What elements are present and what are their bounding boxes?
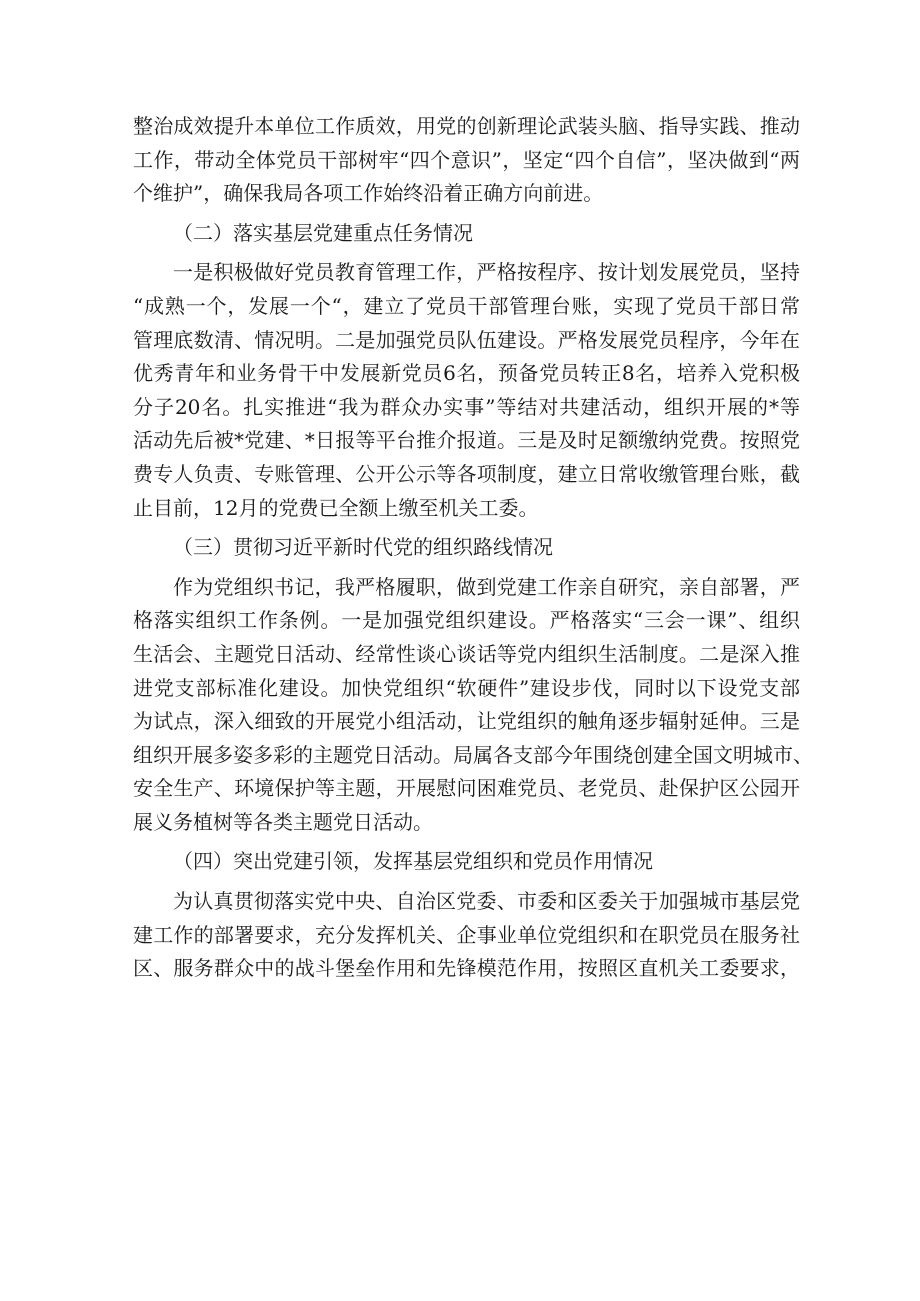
text-line: 为试点，深入细致的开展党小组活动，让党组织的触角逐步辐射延伸。三是 [133, 709, 800, 734]
text-line: 建工作的部署要求，充分发挥机关、企事业单位党组织和在职党员在服务社 [133, 922, 800, 947]
text-line: 活动先后被*党建、*日报等平台推介报道。三是及时足额缴纳党费。按照党 [133, 428, 800, 453]
text-line: 作为党组织书记，我严格履职，做到党建工作亲自研究，亲自部署，严 [173, 574, 800, 599]
text-line: 管理底数清、情况明。二是加强党员队伍建设。严格发展党员程序，今年在 [133, 327, 800, 352]
document-body [133, 110, 813, 986]
section-2-paragraph [133, 256, 800, 290]
section-3-paragraph-cont [133, 604, 813, 839]
section-4-paragraph-cont [133, 919, 800, 986]
section-heading-4: （四）突出党建引领，发挥基层党组织和党员作用情况 [173, 849, 653, 874]
text-line: 分子20名。扎实推进“我为群众办实事”等结对共建活动，组织开展的*等 [133, 394, 800, 419]
text-line: 生活会、主题党日活动、经常性谈心谈话等党内组织生活制度。二是深入推 [133, 641, 800, 666]
text-line: 个维护”，确保我局各项工作始终沿着正确方向前进。 [133, 181, 604, 206]
text-line: 优秀青年和业务骨干中发展新党员6名，预备党员转正8名，培养入党积极 [133, 361, 800, 386]
text-line: 一是积极做好党员教育管理工作，严格按程序、按计划发展党员，坚持 [173, 260, 800, 285]
text-line: 区、服务群众中的战斗堡垒作用和先锋模范作用，按照区直机关工委要求， [133, 956, 800, 981]
text-line: “成熟一个，发展一个“，建立了党员干部管理台账，实现了党员干部日常 [133, 293, 800, 318]
text-line: 整治成效提升本单位工作质效，用党的创新理论武装头脑、指导实践、推动 [133, 114, 800, 138]
text-line: 工作，带动全体党员干部树牢“四个意识”，坚定“四个自信”，坚决做到“两 [133, 147, 800, 172]
intro-paragraph [133, 110, 800, 211]
section-heading-3: （三）贯彻习近平新时代党的组织路线情况 [173, 535, 553, 560]
text-line: 止目前，12月的党费已全额上缴至机关工委。 [133, 495, 539, 520]
section-2-paragraph-cont [133, 290, 800, 525]
text-line: 格落实组织工作条例。一是加强党组织建设。严格落实“三会一课”、组织 [133, 608, 800, 633]
text-line: 安全生产、环境保护等主题，开展慰问困难党员、老党员、赴保护区公园开 [133, 776, 800, 801]
text-line: 为认真贯彻落实党中央、自治区党委、市委和区委关于加强城市基层党 [173, 889, 800, 914]
text-line: 进党支部标准化建设。加快党组织“软硬件”建设步伐，同时以下设党支部 [133, 675, 800, 700]
section-heading-2: （二）落实基层党建重点任务情况 [173, 220, 473, 245]
text-line: 费专人负责、专账管理、公开公示等各项制度，建立日常收缴管理台账，截 [133, 461, 800, 486]
section-3-paragraph [133, 571, 800, 605]
section-4-paragraph [133, 885, 800, 919]
text-line: 组织开展多姿多彩的主题党日活动。局属各支部今年围绕创建全国文明城市、 [133, 742, 813, 767]
text-line: 展义务植树等各类主题党日活动。 [133, 809, 433, 834]
